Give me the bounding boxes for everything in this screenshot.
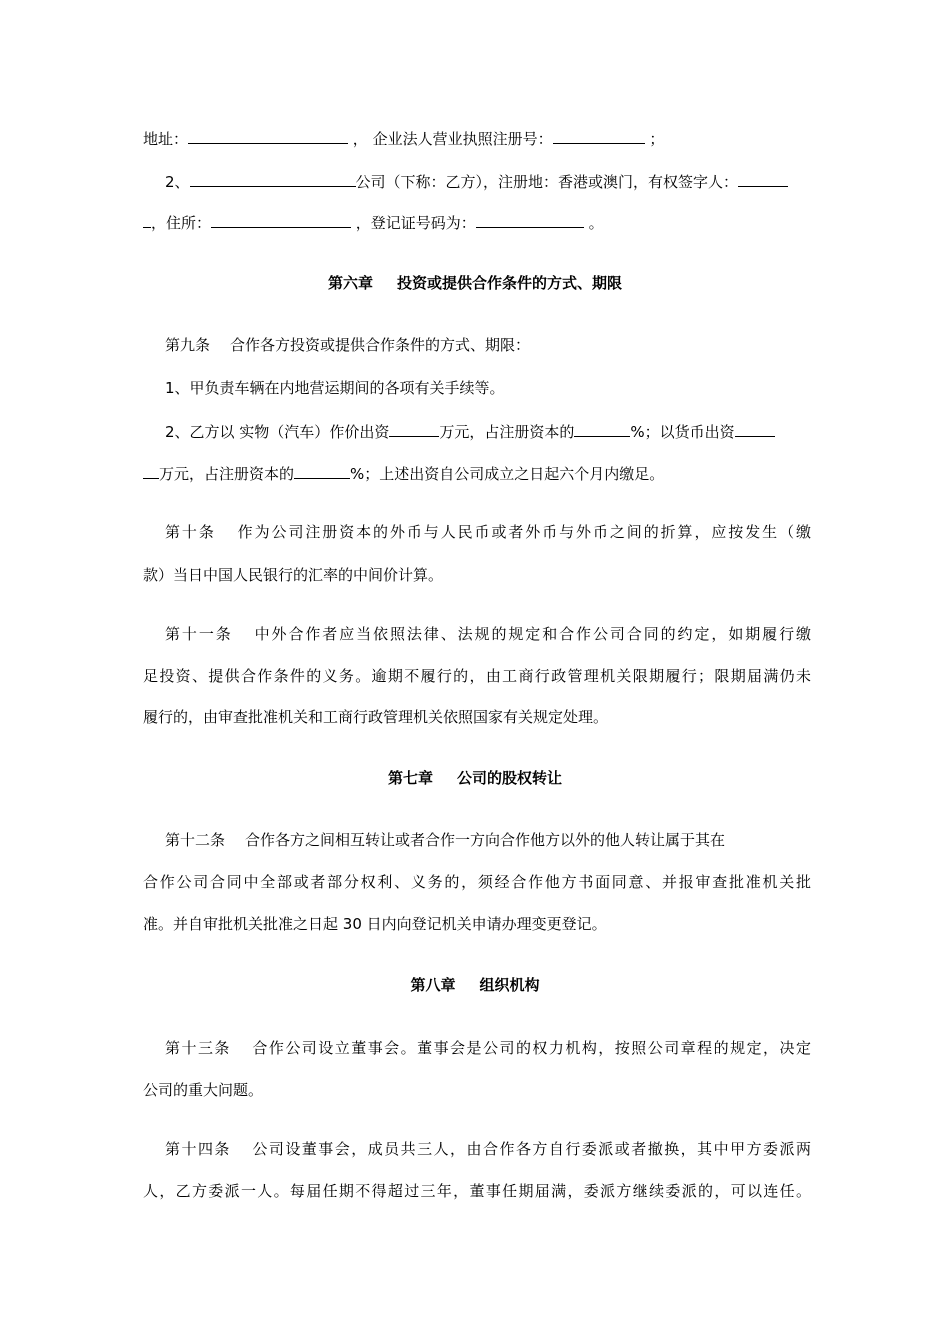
chapter-6-heading: 第六章 投资或提供合作条件的方式、期限 [327,274,623,292]
article-12-cont-2: 准。并自审批机关批准之日起 30 日内向登记机关申请办理变更登记。 [143,915,607,933]
cert-number-blank [476,210,584,228]
party-b-line: 2、 公司（下称：乙方），注册地：香港或澳门，有权签字人： [165,169,811,194]
address-label: 地址： [143,130,189,148]
address-line: 地址： ， 企业法人营业执照注册号： ； [143,126,811,151]
article-14: 第十四条 公司设董事会，成员共三人，由合作各方自行委派或者撤换，其中甲方委派两 [165,1140,811,1158]
article-9-item-2: 2、乙方以 实物（汽车）作价出资 万元，占注册资本的 %；以货币出资 [165,419,811,444]
company-name-blank [190,169,356,187]
article-12-cont-1: 合作公司合同中全部或者部分权利、义务的，须经合作他方书面同意、并报审查批准机关批 [143,873,811,891]
article-10: 第十条 作为公司注册资本的外币与人民币或者外币与外币之间的折算，应按发生（缴 [165,523,811,541]
article-10-cont: 款）当日中国人民银行的汇率的中间价计算。 [143,566,444,584]
article-11-cont-1: 足投资、提供合作条件的义务。逾期不履行的，由工商行政管理机关限期履行；限期届满仍未 [143,667,811,685]
registration-blank [553,126,645,144]
article-11: 第十一条 中外合作者应当依照法律、法规的规定和合作公司合同的约定，如期履行缴 [165,625,811,643]
article-9: 第九条 合作各方投资或提供合作条件的方式、期限： [165,336,531,354]
address-blank [188,126,348,144]
article-9-item-2-cont: 万元，占注册资本的 %；上述出资自公司成立之日起六个月内缴足。 [143,461,811,486]
party-b-text: 公司（下称：乙方），注册地：香港或澳门，有权签字人： [355,173,739,191]
chapter-7-heading: 第七章 公司的股权转让 [387,769,563,787]
article-12: 第十二条 合作各方之间相互转让或者合作一方向合作他方以外的他人转让属于其在 [165,831,726,849]
party-b-line-cont: ，住所： ，登记证号码为： 。 [143,210,811,235]
chapter-8-heading: 第八章 组织机构 [410,976,540,994]
article-11-cont-2: 履行的，由审查批准机关和工商行政管理机关依照国家有关规定处理。 [143,708,609,726]
residence-blank [211,210,351,228]
registration-label: 企业法人营业执照注册号： [372,130,553,148]
article-9-item-1: 1、甲负责车辆在内地营运期间的各项有关手续等。 [165,379,505,397]
signatory-blank [738,169,788,187]
article-13-cont: 公司的重大问题。 [143,1081,264,1099]
article-14-cont: 人，乙方委派一人。每届任期不得超过三年，董事任期届满，委派方继续委派的，可以连任。 [143,1182,811,1200]
article-13: 第十三条 合作公司设立董事会。董事会是公司的权力机构，按照公司章程的规定，决定 [165,1039,811,1057]
